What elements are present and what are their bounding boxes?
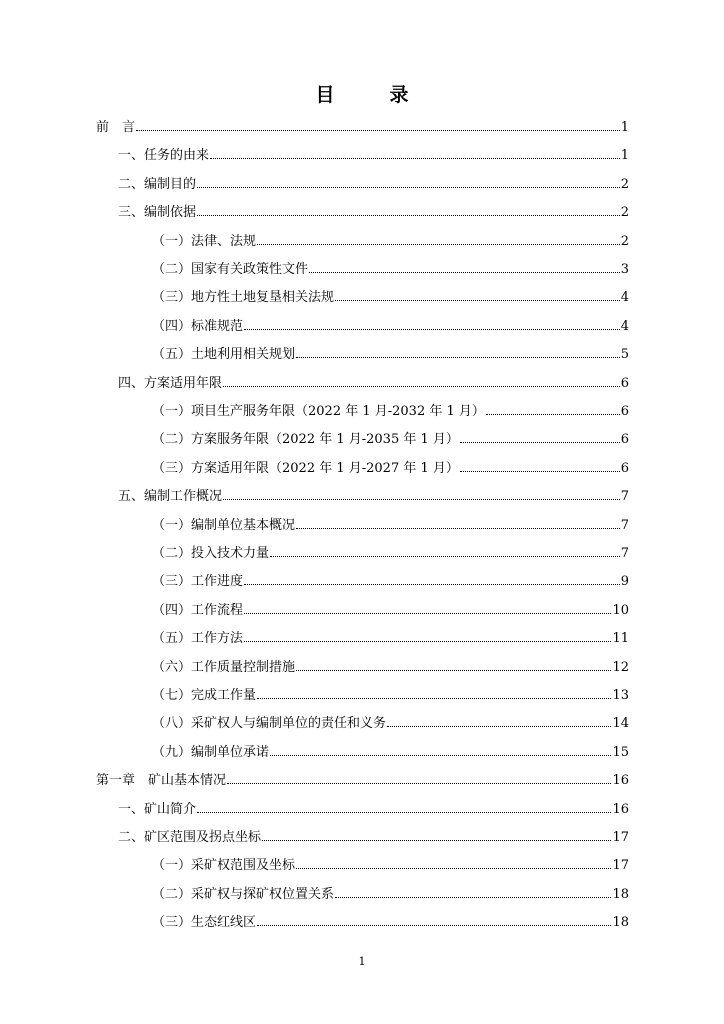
toc-entry-label: （三）地方性土地复垦相关法规	[152, 290, 335, 306]
toc-entry-page: 2	[620, 205, 629, 221]
toc-entry[interactable]	[152, 428, 629, 450]
toc-entry[interactable]	[152, 656, 629, 678]
toc-entry[interactable]	[118, 201, 629, 223]
toc-entry[interactable]	[118, 826, 629, 848]
toc-dot-leader	[244, 315, 620, 330]
toc-entry-label: （二）采矿权与探矿权位置关系	[152, 886, 335, 902]
toc-entry[interactable]	[152, 854, 629, 876]
toc-entry-label: （四）标准规范	[152, 318, 244, 334]
toc-entry-page: 6	[620, 404, 629, 419]
toc-entry-page: 16	[612, 801, 629, 817]
toc-entry-page: 6	[620, 460, 629, 476]
toc-entry-page: 13	[612, 688, 629, 703]
toc-entry[interactable]	[152, 343, 629, 365]
toc-entry[interactable]	[152, 286, 629, 308]
toc-entry[interactable]	[152, 684, 629, 706]
toc-entry-page: 7	[620, 489, 629, 505]
toc-entry-label: （一）法律、法规	[152, 233, 257, 249]
toc-dot-leader	[197, 173, 620, 188]
page-number: 1	[358, 955, 366, 968]
toc-dot-leader	[296, 656, 611, 671]
toc-entry[interactable]	[118, 798, 629, 820]
toc-entry[interactable]	[152, 542, 629, 564]
toc-entry-page: 17	[612, 858, 629, 874]
toc-entry[interactable]	[152, 741, 629, 763]
toc-entry-label: （四）工作流程	[152, 602, 244, 618]
toc-entry-page: 12	[612, 659, 629, 675]
toc-entry-page: 7	[620, 517, 629, 533]
toc-entry-label: （七）完成工作量	[152, 688, 257, 703]
toc-dot-leader	[335, 286, 620, 301]
toc-entry-label: （三）工作进度	[152, 574, 244, 590]
toc-entry[interactable]	[152, 457, 629, 479]
toc-entry-label: （二）方案服务年限（2022 年 1 月-2035 年 1 月）	[152, 432, 459, 448]
toc-dot-leader	[244, 599, 611, 614]
toc-dot-leader	[197, 798, 611, 813]
toc-entry-label: （三）方案适用年限（2022 年 1 月-2027 年 1 月）	[152, 460, 459, 476]
toc-entry-page: 10	[612, 602, 629, 618]
toc-dot-leader	[296, 343, 620, 358]
toc-entry-label: （五）工作方法	[152, 631, 244, 647]
toc-dot-leader	[387, 712, 611, 727]
toc-entry-label: 一、矿山简介	[118, 801, 197, 817]
toc-entry-page: 14	[612, 716, 629, 732]
toc-entry-page: 15	[612, 744, 629, 760]
toc-entry-page: 11	[612, 631, 629, 647]
toc-dot-leader	[244, 570, 620, 585]
toc-dot-leader	[197, 201, 620, 216]
toc-entry-page: 3	[620, 262, 629, 277]
toc-entry[interactable]	[152, 400, 629, 422]
toc-entry[interactable]	[96, 769, 629, 791]
toc-dot-leader	[309, 258, 620, 273]
toc-entry[interactable]	[152, 627, 629, 649]
page-title: 目 录	[315, 84, 427, 106]
toc-entry-label: 二、矿区范围及拐点坐标	[118, 830, 262, 845]
toc-entry[interactable]	[152, 712, 629, 734]
toc-entry[interactable]	[152, 599, 629, 621]
toc-entry-label: （一）编制单位基本概况	[152, 517, 296, 533]
toc-entry-label: 一、任务的由来	[118, 148, 210, 164]
toc-entry-label: 前 言	[96, 120, 136, 135]
toc-entry-label: （六）工作质量控制措施	[152, 659, 296, 675]
toc-dot-leader	[460, 428, 620, 443]
toc-dot-leader	[296, 514, 620, 529]
toc-dot-leader	[210, 144, 620, 159]
toc-entry-page: 17	[612, 830, 629, 845]
toc-entry-label: （一）采矿权范围及坐标	[152, 858, 296, 874]
toc-entry[interactable]	[152, 258, 629, 280]
toc-entry-label: 第一章 矿山基本情况	[96, 773, 227, 789]
toc-entry-label: （一）项目生产服务年限（2022 年 1 月-2032 年 1 月）	[152, 404, 485, 419]
toc-entry-page: 5	[620, 347, 629, 363]
toc-entry[interactable]	[152, 514, 629, 536]
toc-entry-page: 2	[620, 176, 629, 192]
toc-entry-page: 4	[620, 290, 629, 306]
toc-entry[interactable]	[118, 144, 629, 166]
toc-entry-page: 7	[620, 546, 629, 561]
toc-entry[interactable]	[152, 315, 629, 337]
toc-entry-label: 二、编制目的	[118, 176, 197, 192]
toc-entry[interactable]	[152, 911, 629, 933]
toc-entry[interactable]	[118, 485, 629, 507]
toc-dot-leader	[270, 741, 611, 756]
toc-dot-leader	[262, 826, 611, 841]
toc-dot-leader	[223, 372, 620, 387]
toc-entry-label: 五、编制工作概况	[118, 489, 223, 505]
toc-dot-leader	[486, 400, 620, 415]
toc-entry-page: 6	[620, 432, 629, 448]
toc-dot-leader	[257, 684, 611, 699]
toc-entry-page: 2	[620, 233, 629, 249]
toc-entry-page: 18	[612, 915, 629, 931]
toc-dot-leader	[296, 854, 611, 869]
toc-entry-label: （二）国家有关政策性文件	[152, 262, 309, 277]
toc-dot-leader	[136, 116, 620, 131]
toc-entry-label: 四、方案适用年限	[118, 375, 223, 391]
toc-entry[interactable]	[96, 116, 629, 138]
toc-entry-page: 4	[620, 318, 629, 334]
toc-entry-page: 1	[620, 148, 629, 164]
toc-dot-leader	[257, 230, 620, 245]
toc-entry-page: 18	[612, 886, 629, 902]
toc-dot-leader	[270, 542, 620, 557]
toc-entry-label: 三、编制依据	[118, 205, 197, 221]
toc-dot-leader	[244, 627, 611, 642]
toc-entry-page: 1	[620, 120, 629, 135]
toc-entry[interactable]	[118, 173, 629, 195]
toc-entry[interactable]	[152, 570, 629, 592]
toc-entry[interactable]	[152, 230, 629, 252]
toc-dot-leader	[223, 485, 620, 500]
toc-entry-label: （八）采矿权人与编制单位的责任和义务	[152, 716, 387, 732]
toc-entry-label: （三）生态红线区	[152, 915, 257, 931]
toc-dot-leader	[335, 883, 611, 898]
toc-dot-leader	[257, 911, 611, 926]
toc-entry-page: 16	[612, 773, 629, 789]
toc-entry[interactable]	[152, 883, 629, 905]
toc-entry-page: 6	[620, 375, 629, 391]
toc-dot-leader	[460, 457, 620, 472]
toc-dot-leader	[227, 769, 611, 784]
toc-entry-label: （九）编制单位承诺	[152, 744, 270, 760]
toc-entry-label: （二）投入技术力量	[152, 546, 270, 561]
toc-entry-label: （五）土地利用相关规划	[152, 347, 296, 363]
toc-entry-page: 9	[620, 574, 629, 590]
toc-entry[interactable]	[118, 372, 629, 394]
